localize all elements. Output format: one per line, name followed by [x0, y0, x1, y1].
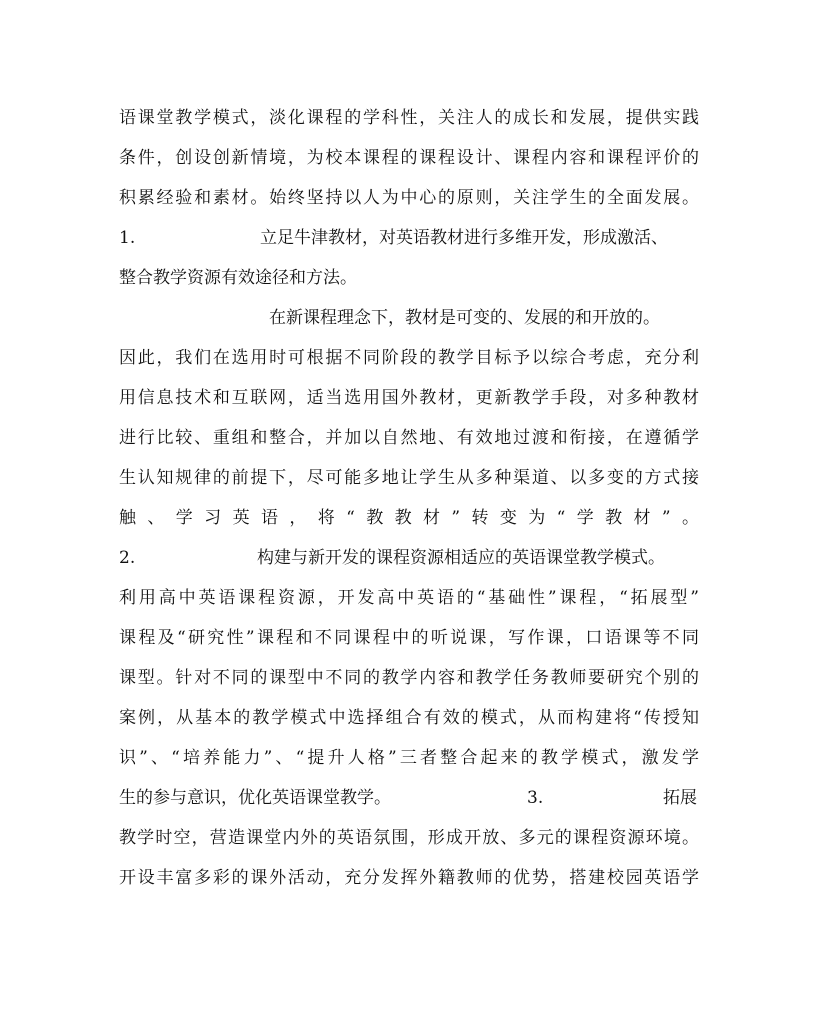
text-line-3: 积累经验和素材。始终坚持以人为中心的原则，关注学生的全面发展。	[119, 188, 699, 208]
text-line-10: 生认知规律的前提下，尽可能多地让学生从多种渠道、以多变的方式接	[119, 468, 699, 488]
list-number-1: 1.	[119, 228, 136, 248]
text-line-2: 条件，创设创新情境，为校本课程的课程设计、课程内容和课程评价的	[119, 148, 699, 168]
text-line-11: 触、学习英语，将“教教材”转变为“学教材”。	[119, 508, 699, 528]
text-line-13: 利用高中英语课程资源，开发高中英语的“基础性”课程，“拓展型”	[119, 588, 699, 608]
text-line-18	[119, 783, 699, 813]
paragraph-closing: 生的参与意识，优化英语课堂教学。	[119, 788, 391, 808]
text-line-12	[119, 543, 699, 573]
text-line-16: 案例，从基本的教学模式中选择组合有效的模式，从而构建将“传授知	[119, 708, 699, 728]
paragraph-opening: 在新课程理念下，教材是可变的、发展的和开放的。	[269, 308, 660, 328]
list-heading-2: 构建与新开发的课程资源相适应的英语课堂教学模式。	[257, 548, 665, 568]
text-line-4	[119, 223, 699, 253]
text-line-8: 用信息技术和互联网，适当选用国外教材，更新教学手段，对多种教材	[119, 388, 699, 408]
text-line-1: 语课堂教学模式，淡化课程的学科性，关注人的成长和发展，提供实践	[119, 108, 699, 128]
list-heading-3-start: 拓展	[663, 788, 697, 808]
text-line-5: 整合教学资源有效途径和方法。	[119, 268, 357, 288]
text-line-9: 进行比较、重组和整合，并加以自然地、有效地过渡和衔接，在遵循学	[119, 428, 699, 448]
text-line-14: 课程及“研究性”课程和不同课程中的听说课，写作课，口语课等不同	[119, 628, 699, 648]
text-line-6	[119, 303, 699, 333]
list-number-3: 3.	[527, 788, 544, 808]
text-line-7: 因此，我们在选用时可根据不同阶段的教学目标予以综合考虑，充分利	[119, 348, 699, 368]
text-line-17: 识”、“培养能力”、“提升人格”三者整合起来的教学模式，激发学	[119, 748, 699, 768]
list-heading-1: 立足牛津教材，对英语教材进行多维开发，形成激活、	[260, 228, 668, 248]
text-line-15: 课型。针对不同的课型中不同的教学内容和教学任务教师要研究个别的	[119, 668, 699, 688]
list-number-2: 2.	[119, 548, 136, 568]
text-line-19: 教学时空，营造课堂内外的英语氛围，形成开放、多元的课程资源环境。	[119, 828, 699, 848]
text-line-20: 开设丰富多彩的课外活动，充分发挥外籍教师的优势，搭建校园英语学	[119, 868, 699, 888]
